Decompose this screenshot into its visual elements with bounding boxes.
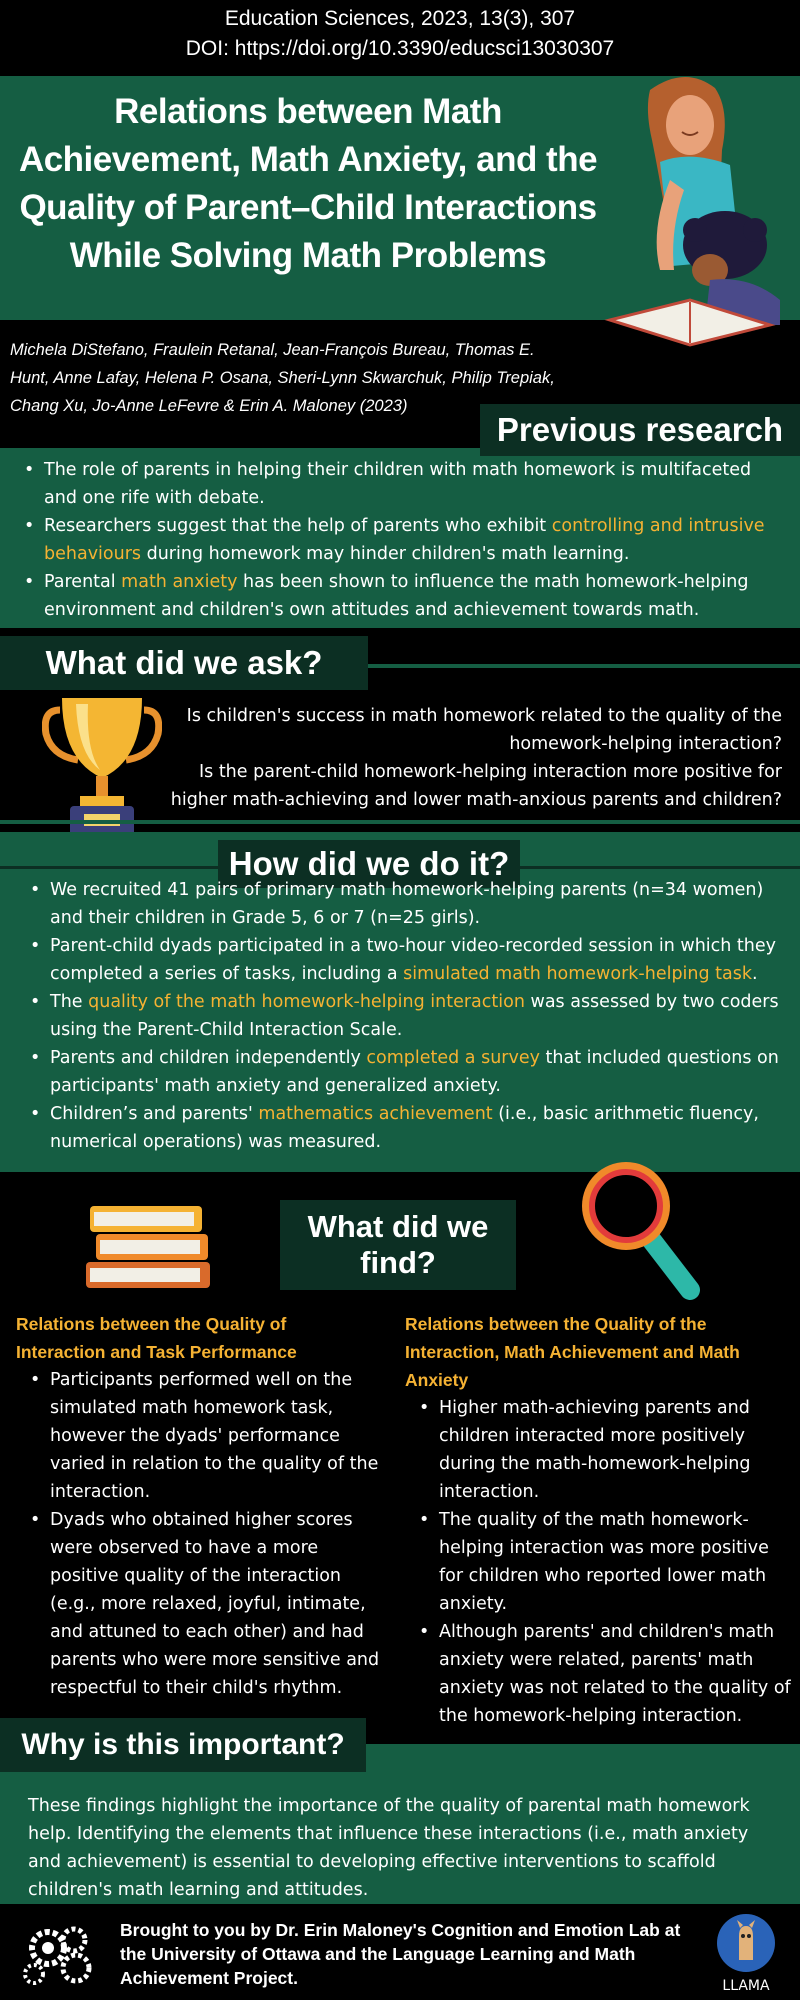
previous-research-section — [0, 448, 800, 628]
magnifier-icon — [570, 1152, 710, 1302]
previous-research-list — [18, 456, 778, 624]
journal-header — [0, 0, 800, 72]
journal-doi: DOI: https://doi.org/10.3390/educsci13030307 — [185, 37, 615, 60]
llama-icon — [715, 1912, 777, 1974]
left-column-list — [24, 1366, 384, 1702]
list-item: • Dyads who obtained higher scores were observed to have a more positive quality of the interaction (e.g., more relaxed, joyful, intimate, and attuned to each other) and had parents who were more sensitive and respectful to their child's rhythm. — [24, 1506, 384, 1702]
divider — [0, 820, 800, 824]
authors-line: Chang Xu, Jo-Anne LeFevre & Erin A. Maloney (2023) — [10, 397, 408, 415]
list-item: • Parent-child dyads participated in a two-hour video-recorded session in which they completed a series of tasks, including a simulated math homework-helping task. — [24, 932, 784, 988]
list-item: • Participants performed well on the simulated math homework task, however the dyads' performance varied in relation to the quality of the interaction. — [24, 1366, 384, 1506]
list-item: • Children’s and parents' mathematics achievement (i.e., basic arithmetic fluency, numerical operations) was measured. — [24, 1100, 784, 1156]
list-item: • Although parents' and children's math anxiety were related, parents' math anxiety was not related to the quality of the homework-helping interaction. — [413, 1618, 795, 1730]
research-questions — [150, 702, 782, 814]
llama-logo — [706, 1912, 786, 1996]
left-column-heading: Relations between the Quality of Interaction and Task Performance — [16, 1314, 297, 1362]
how-did-we-do-it-heading: How did we do it? — [218, 840, 520, 888]
right-column-list — [413, 1394, 795, 1730]
footer — [0, 1904, 800, 2000]
what-did-we-ask-heading: What did we ask? — [0, 636, 368, 690]
why-important-text: These findings highlight the importance of the quality of parental math homework help. Identifying the elements that influence these interactions (i.e., math anxiety and achievement) is essential to developing effective interventions to scaffold children's math learning and attitudes. — [28, 1796, 750, 1900]
previous-research-heading: Previous research — [480, 404, 800, 456]
why-important-heading: Why is this important? — [0, 1718, 366, 1772]
poster-title: Relations between Math Achievement, Math Anxiety, and the Quality of Parent–Child Interactions While Solving Math Problems — [18, 92, 598, 275]
parent-child-illustration — [590, 70, 790, 350]
list-item: • Higher math-achieving parents and children interacted more positively during the math-homework-helping interaction. — [413, 1394, 795, 1506]
methods-list — [24, 876, 784, 1156]
list-item: • The role of parents in helping their children with math homework is multifaceted and one rife with debate. — [18, 456, 778, 512]
trophy-icon — [42, 690, 162, 840]
llama-label: LLAMA — [722, 1978, 770, 1994]
list-item: • Parental math anxiety has been shown to influence the math homework-helping environment and children's own attitudes and achievement towards math. — [18, 568, 778, 624]
list-item: • Parents and children independently completed a survey that included questions on participants' math anxiety and generalized anxiety. — [24, 1044, 784, 1100]
gears-logo — [18, 1918, 100, 1994]
list-item: • Researchers suggest that the help of parents who exhibit controlling and intrusive behaviours during homework may hinder children's math learning. — [18, 512, 778, 568]
what-did-we-find-heading: What did we find? — [280, 1200, 516, 1290]
list-item: • The quality of the math homework-helping interaction was assessed by two coders using the Parent-Child Interaction Scale. — [24, 988, 784, 1044]
list-item: • We recruited 41 pairs of primary math homework-helping parents (n=34 women) and their children in Grade 5, 6 or 7 (n=25 girls). — [24, 876, 784, 932]
right-column-heading: Relations between the Quality of the Interaction, Math Achievement and Math Anxiety — [405, 1314, 740, 1390]
journal-citation: Education Sciences, 2023, 13(3), 307 — [224, 7, 576, 30]
authors-line: Hunt, Anne Lafay, Helena P. Osana, Sheri-Lynn Skwarchuk, Philip Trepiak, — [10, 369, 555, 387]
books-icon — [80, 1188, 220, 1298]
authors-line: Michela DiStefano, Fraulein Retanal, Jean-François Bureau, Thomas E. — [10, 341, 535, 359]
list-item: • The quality of the math homework-helping interaction was more positive for children who reported lower math anxiety. — [413, 1506, 795, 1618]
question-2: Is the parent-child homework-helping interaction more positive for higher math-achieving and lower math-anxious parents and children? — [170, 762, 782, 810]
footer-credit: Brought to you by Dr. Erin Maloney's Cognition and Emotion Lab at the University of Ottawa and the Language Learning and Math Achievement Project. — [120, 1920, 681, 1988]
question-1: Is children's success in math homework related to the quality of the homework-helping interaction? — [186, 706, 782, 754]
